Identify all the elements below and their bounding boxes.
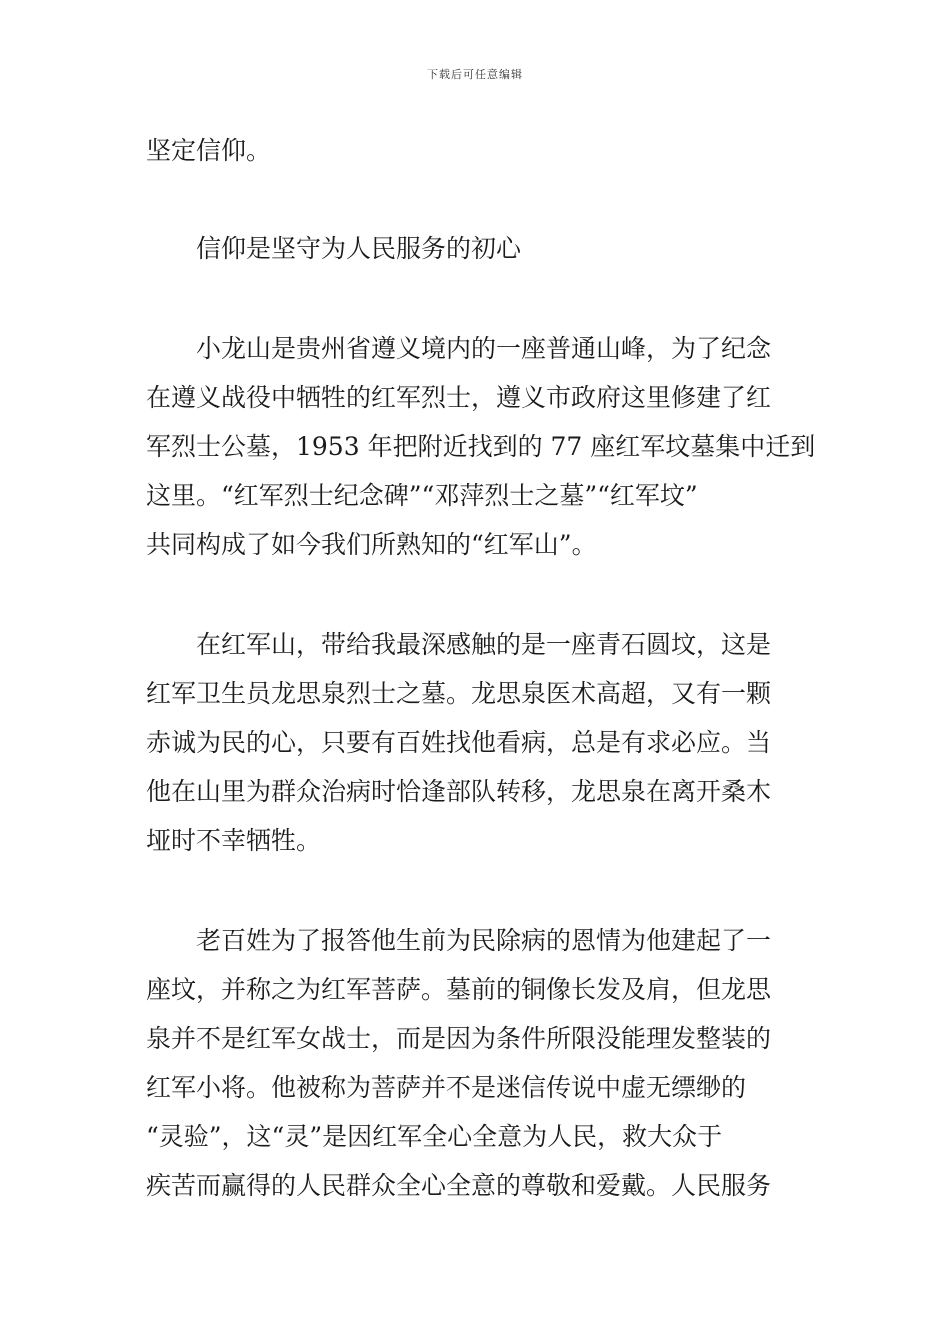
text-line: 红军卫生员龙思泉烈士之墓。龙思泉医术高超，又有一颗 [146, 679, 772, 708]
text-line: 泉并不是红军女战士，而是因为条件所限没能理发整装的 [146, 1024, 772, 1053]
section-heading: 信仰是坚守为人民服务的初心 [196, 234, 522, 263]
page-header: 下载后可任意编辑 [427, 68, 523, 81]
text-line: 小龙山是贵州省遵义境内的一座普通山峰，为了纪念 [196, 334, 772, 363]
text-line: 坚定信仰。 [146, 136, 272, 165]
text-line: 赤诚为民的心，只要有百姓找他看病，总是有求必应。当 [146, 728, 772, 757]
text-line: 在遵义战役中牺牲的红军烈士，遵义市政府这里修建了红 [146, 383, 772, 412]
text-line: 红军小将。他被称为菩萨并不是迷信传说中虚无缥缈的 [146, 1073, 747, 1102]
text-line: 垭时不幸牺牲。 [146, 826, 322, 855]
text-line: 座坟，并称之为红军菩萨。墓前的铜像长发及肩，但龙思 [146, 975, 772, 1004]
text-line: 共同构成了如今我们所熟知的“红军山”。 [146, 530, 597, 559]
text-line: “灵验”，这“灵”是因红军全心全意为人民，救大众于 [146, 1122, 723, 1151]
text-line: 军烈士公墓，1953 年把附近找到的 77 座红军坟墓集中迁到 [146, 432, 816, 461]
text-line: 他在山里为群众治病时恰逢部队转移，龙思泉在离开桑木 [146, 777, 772, 806]
text-line: 疾苦而赢得的人民群众全心全意的尊敬和爱戴。人民服务 [146, 1171, 772, 1200]
text-line: 这里。“红军烈士纪念碑”“邓萍烈士之墓”“红军坟” [146, 481, 698, 510]
text-line: 老百姓为了报答他生前为民除病的恩情为他建起了一 [196, 926, 772, 955]
text-line: 在红军山，带给我最深感触的是一座青石圆坟，这是 [196, 630, 772, 659]
